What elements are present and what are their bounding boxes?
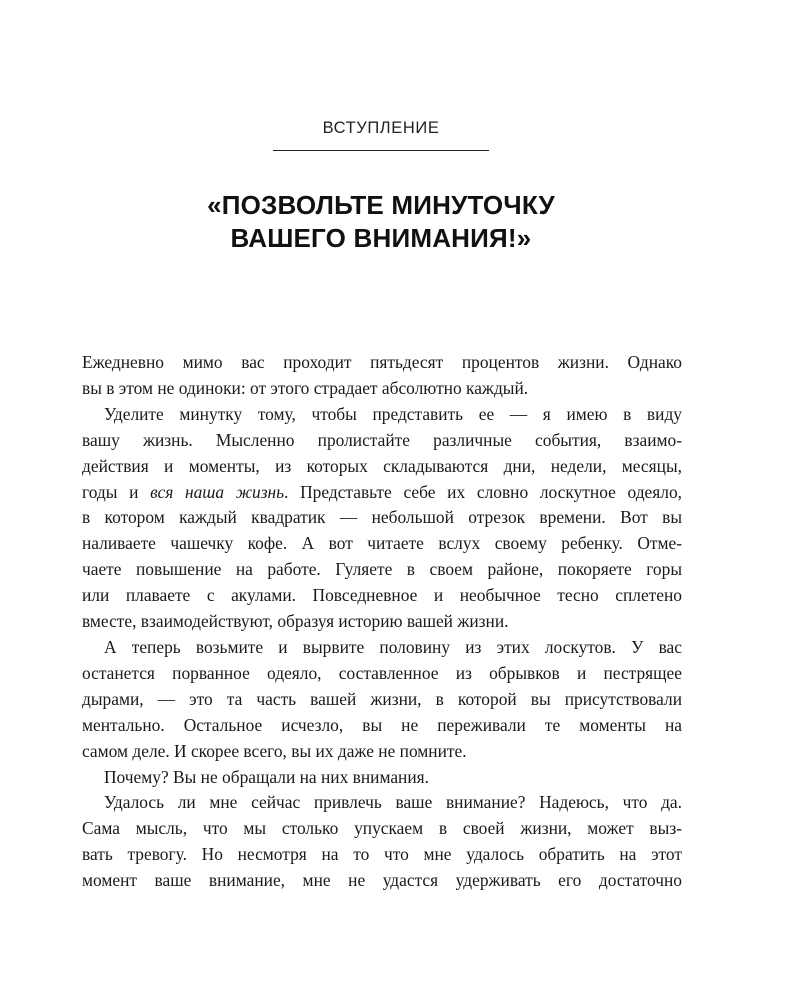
text-line: момент ваше внимание, мне не удастся удерживать его достаточно <box>82 870 682 891</box>
text-line: останется порванное одеяло, составленное из обрывков и пестрящее <box>82 662 682 683</box>
text-line: Удалось ли мне сейчас привлечь ваше внимание? Надеюсь, что да. <box>104 792 682 813</box>
text-line: Уделите минутку тому, чтобы представить ее — я имею в виду <box>104 403 682 424</box>
section-divider <box>273 150 489 151</box>
text-line: чаете повышение на работе. Гуляете в своем районе, покоряете горы <box>82 559 682 580</box>
body-text <box>82 350 682 894</box>
text-line: вать тревогу. Но несмотря на то что мне удалось обратить на этот <box>82 844 682 865</box>
text-line: вместе, взаимодействуют, образуя историю вашей жизни. <box>82 611 509 632</box>
section-label: ВСТУПЛЕНИЕ <box>322 119 440 137</box>
text-line: действия и моменты, из которых складываются дни, недели, месяцы, <box>82 455 682 476</box>
text-fragment: годы и <box>82 481 151 502</box>
chapter-title-line-1: «ПОЗВОЛЬТЕ МИНУТОЧКУ <box>207 190 555 220</box>
text-line: наливаете чашечку кофе. А вот читаете вслух своему ребенку. Отме- <box>82 533 682 554</box>
text-line: ментально. Остальное исчезло, вы не переживали те моменты на <box>82 714 682 735</box>
text-line: дырами, — это та часть вашей жизни, в которой вы присутствовали <box>82 688 682 709</box>
text-line: вашу жизнь. Мысленно пролистайте различные события, взаимо- <box>82 429 682 450</box>
text-line: А теперь возьмите и вырвите половину из этих лоскутов. У вас <box>104 636 682 657</box>
text-line: или плаваете с акулами. Повседневное и необычное тесно сплетено <box>82 585 682 606</box>
chapter-title <box>0 189 762 255</box>
text-line: Сама мысль, что мы столько упускаем в своей жизни, может выз- <box>82 818 682 839</box>
italic-phrase: вся наша жизнь <box>150 481 285 502</box>
text-fragment: . Представьте себе их словно лоскутное одеяло, <box>284 481 683 502</box>
text-line <box>82 480 682 506</box>
text-line: Ежедневно мимо вас проходит пятьдесят процентов жизни. Однако <box>82 352 682 372</box>
text-line: Почему? Вы не обращали на них внимания. <box>104 766 430 787</box>
text-line: в котором каждый квадратик — небольшой отрезок времени. Вот вы <box>82 507 682 528</box>
text-line: самом деле. И скорее всего, вы их даже не помните. <box>82 740 467 761</box>
text-line: вы в этом не одиноки: от этого страдает абсолютно каждый. <box>82 377 529 398</box>
chapter-title-line-2: ВАШЕГО ВНИМАНИЯ!» <box>230 223 532 253</box>
